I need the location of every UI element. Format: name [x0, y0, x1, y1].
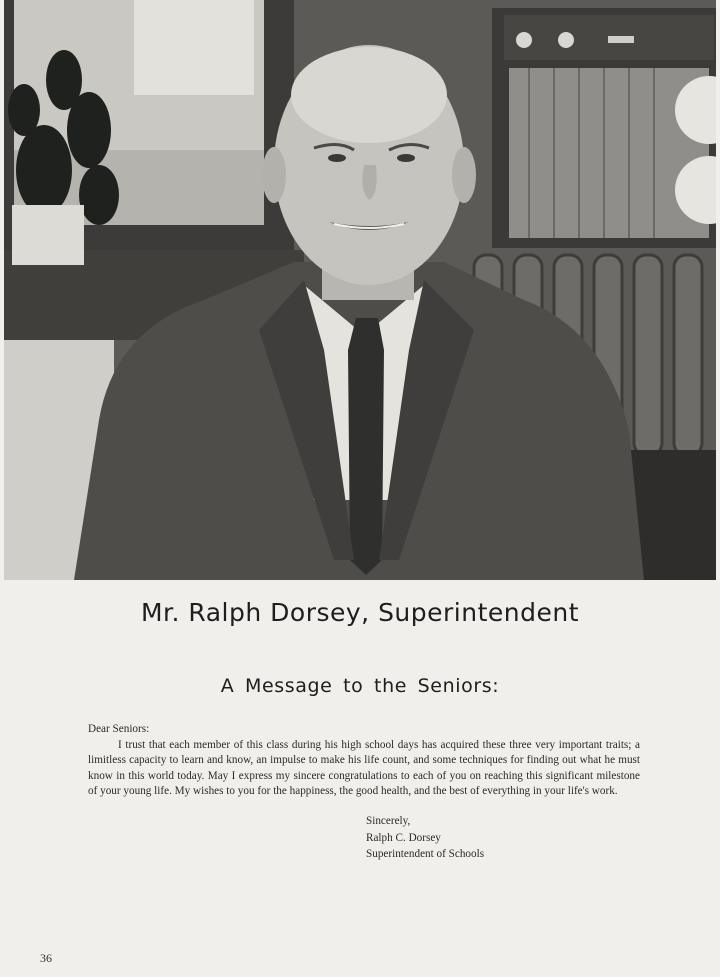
letter: [88, 722, 640, 800]
letter-signoff: [366, 813, 484, 863]
message-heading-text: A Message to the Seniors:: [220, 675, 500, 697]
page-number: 36: [40, 951, 52, 965]
necktie: [348, 318, 384, 575]
signature-title: Superintendent of Schools: [366, 848, 485, 860]
plant-pot: [12, 205, 84, 265]
letter-body: I trust that each member of this class during his high school days has acquired these three very important traits; a limitless capacity to learn and know, an impulse to make his life count, and some techniques for finding out what he must know in this world today. May I express my sincere congratulations to each of you on reaching this significant milestone of your young life. My wishes to you for the happiness, the good health, and the best of everything in your life's work.: [88, 738, 640, 798]
letter-salutation: Dear Seniors:: [88, 723, 150, 735]
superintendent-photo: [4, 0, 716, 580]
page-title: Mr. Ralph Dorsey, Superintendent: [140, 598, 580, 627]
message-heading: [0, 675, 720, 697]
signature-name: Ralph C. Dorsey: [366, 831, 441, 844]
ac-grille: [509, 68, 709, 238]
letter-closing: Sincerely,: [366, 815, 411, 827]
photo-illustration: [4, 0, 716, 580]
